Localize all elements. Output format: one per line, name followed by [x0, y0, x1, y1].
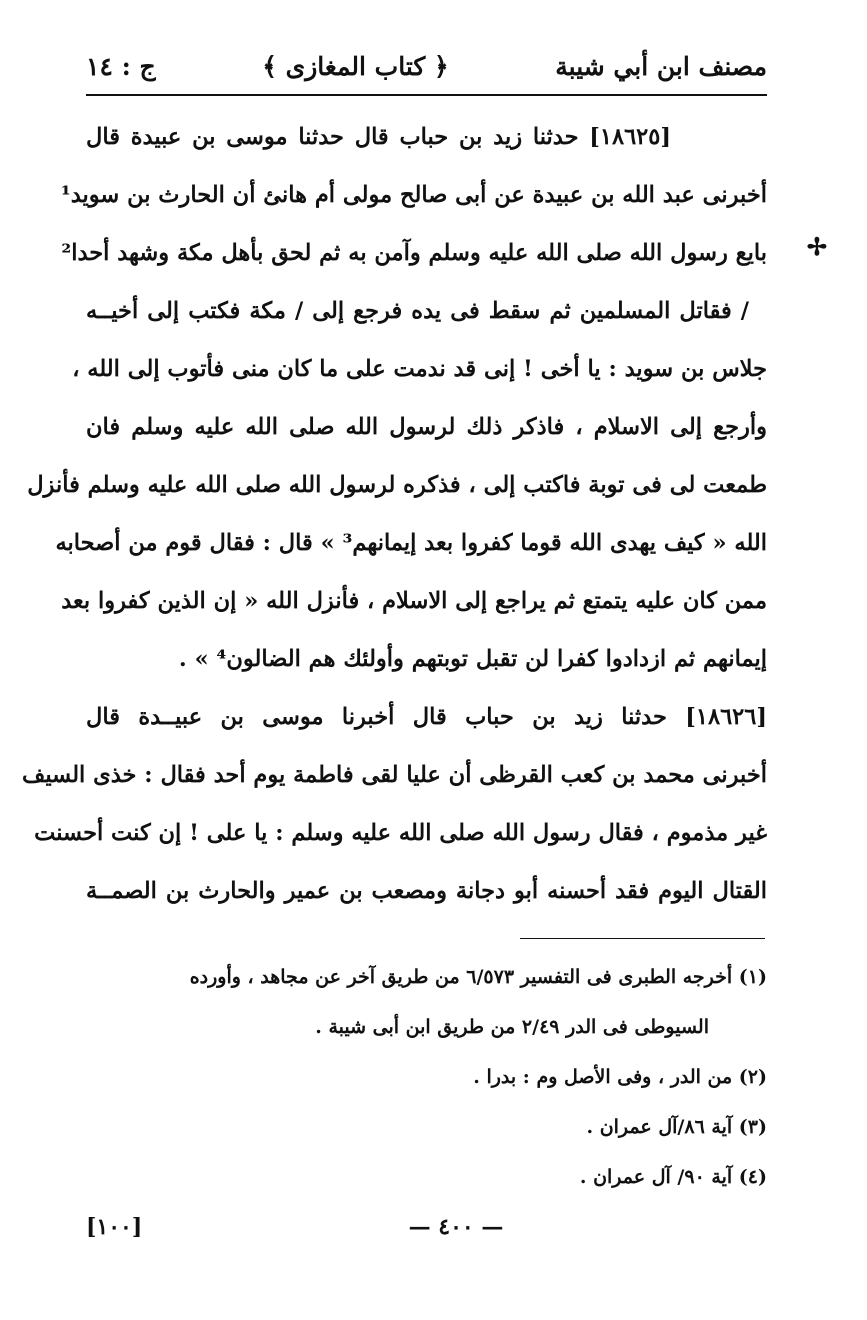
footnote-2: (٢) من الدر ، وفى الأصل وم : بدرا .: [473, 1066, 767, 1088]
footnote-1-continued: السيوطى فى الدر ٢/٤٩ من طريق ابن أبى شيبة .: [315, 1016, 709, 1038]
volume-label: ج : ١٤: [86, 51, 156, 81]
text-line: غير مذموم ، فقال رسول الله صلى الله عليه وسلم : يا على ! إن كنت أحسنت: [34, 820, 767, 846]
footnote-rule: [520, 938, 765, 939]
footnote-1: (١) أخرجه الطبرى فى التفسير ٦/٥٧٣ من طريق آخر عن مجاهد ، وأورده: [189, 966, 767, 988]
page-footer: [86, 1202, 767, 1252]
footnote-4: (٤) آية ٩٠/ آل عمران .: [579, 1166, 767, 1188]
text-line: الله « كيف يهدى الله قوما كفروا بعد إيمانهم³ » قال : فقال قوم من أصحابه: [55, 530, 767, 556]
footnote-3: (٣) آية ٨٦/آل عمران .: [586, 1116, 767, 1138]
text-line: ممن كان عليه يتمتع ثم يراجع إلى الاسلام ، فأنزل الله « إن الذين كفروا بعد: [61, 588, 767, 614]
chapter-title: ﴿ كتاب المغازى ﴾: [262, 51, 449, 81]
margin-mark: ✢: [806, 232, 827, 261]
text-line: [١٨٦٢٦] حدثنا زيد بن حباب قال أخبرنا موسى بن عبيــدة قال: [86, 704, 767, 730]
text-line: أخبرنى عبد الله بن عبيدة عن أبى صالح مولى أم هانئ أن الحارث بن سويد¹: [60, 182, 767, 208]
footnotes: [86, 952, 767, 1202]
book-title: مصنف ابن أبي شيبة: [555, 51, 767, 81]
source-page-number: [١٠٠]: [86, 1214, 143, 1240]
text-line: إيمانهم ثم ازدادوا كفرا لن تقبل توبتهم وأولئك هم الضالون⁴ » .: [178, 646, 767, 672]
text-line: القتال اليوم فقد أحسنه أبو دجانة ومصعب بن عمير والحارث بن الصمــة: [86, 878, 767, 904]
text-line: بايع رسول الله صلى الله عليه وسلم وآمن به ثم لحق بأهل مكة وشهد أحدا²: [61, 240, 767, 266]
text-line: طمعت لى فى توبة فاكتب إلى ، فذكره لرسول الله صلى الله عليه وسلم فأنزل: [27, 472, 767, 498]
text-line: جلاس بن سويد : يا أخى ! إنى قد ندمت على ما كان منى فأتوب إلى الله ،: [72, 356, 767, 382]
main-text: [22, 108, 767, 920]
page-number: — ٤٠٠ —: [408, 1214, 504, 1240]
text-line: [١٨٦٢٥] حدثنا زيد بن حباب قال حدثنا موسى بن عبيدة قال: [86, 124, 671, 150]
running-header: [86, 36, 767, 96]
header-rule: [86, 94, 767, 96]
text-line: أخبرنى محمد بن كعب القرظى أن عليا لقى فاطمة يوم أحد فقال : خذى السيف: [22, 762, 767, 788]
text-line: وأرجع إلى الاسلام ، فاذكر ذلك لرسول الله صلى الله عليه وسلم فان: [86, 414, 767, 440]
text-line: / فقاتل المسلمين ثم سقط فى يده فرجع إلى / مكة فكتب إلى أخيــه: [86, 298, 749, 324]
